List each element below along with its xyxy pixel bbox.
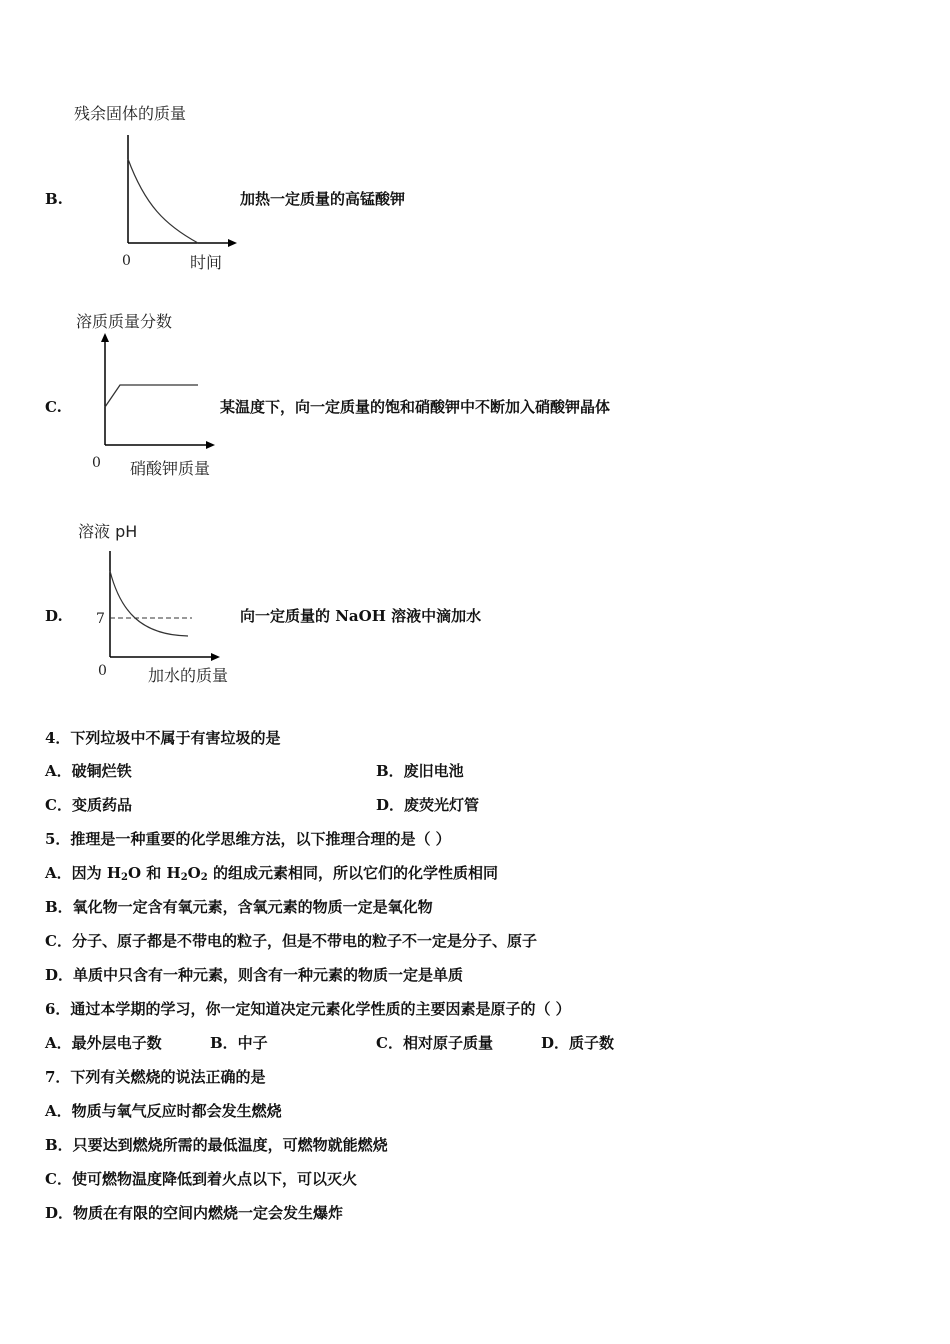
q4-option-a: A．破铜烂铁 [45,762,132,780]
q6-option-a: A．最外层电子数 [45,1034,162,1052]
graph-d-xlabel: 加水的质量 [148,666,229,685]
graph-c-xlabel: 硝酸钾质量 [130,459,211,478]
graph-c-x-arrow [206,441,215,449]
graph-d-ylabel: 溶液 pH [78,522,138,541]
graph-b-origin: 0 [122,253,131,269]
graph-d [60,515,260,695]
q7-option-c: C．使可燃物温度降低到着火点以下，可以灭火 [45,1170,357,1188]
graph-d-x-arrow [211,653,220,661]
graph-c-y-arrow [101,333,109,342]
graph-d-origin: 0 [98,663,107,679]
q5-option-a: A．因为 $H_2O$ 和 $H_2O_2$ 的组成元素相同，所以它们的化学性质相同 [45,864,498,883]
graph-c [60,305,260,485]
graph-d-curve [110,571,188,636]
graph-b [60,95,260,275]
graph-c-origin: 0 [92,455,101,471]
q6-stem: 6．通过本学期的学习，你一定知道决定元素化学性质的主要因素是原子的（ ） [45,1000,571,1018]
graph-b-xlabel: 时间 [190,253,223,272]
graph-d-ytick-7: 7 [96,611,105,627]
graph-c-ylabel: 溶质质量分数 [76,312,173,331]
option-b-label: B. [45,190,63,208]
option-d-label: D. [45,607,63,625]
graph-b-description: 加热一定质量的高锰酸钾 [240,190,406,208]
q4-stem: 4．下列垃圾中不属于有害垃圾的是 [45,729,281,747]
q4-option-d: D．废荧光灯管 [376,796,480,814]
q6-option-d: D．质子数 [541,1034,615,1052]
q5-option-b: B．氧化物一定含有氧元素，含氧元素的物质一定是氧化物 [45,898,433,916]
graph-c-description: 某温度下，向一定质量的饱和硝酸钾中不断加入硝酸钾晶体 [220,398,611,416]
graph-b-curve [128,159,198,243]
q4-option-c: C．变质药品 [45,796,132,814]
option-c-label: C. [45,398,62,416]
q5-stem: 5．推理是一种重要的化学思维方法，以下推理合理的是（ ） [45,830,451,848]
q6-option-b: B．中子 [210,1034,268,1052]
q5-option-d: D．单质中只含有一种元素，则含有一种元素的物质一定是单质 [45,966,464,984]
q7-stem: 7．下列有关燃烧的说法正确的是 [45,1068,266,1086]
graph-b-ylabel: 残余固体的质量 [74,104,187,123]
q7-option-b: B．只要达到燃烧所需的最低温度，可燃物就能燃烧 [45,1136,388,1154]
graph-c-line [105,385,198,407]
q7-option-a: A．物质与氧气反应时都会发生燃烧 [45,1102,282,1120]
graph-b-x-arrow [228,239,237,247]
q7-option-d: D．物质在有限的空间内燃烧一定会发生爆炸 [45,1204,344,1222]
q5-option-c: C．分子、原子都是不带电的粒子，但是不带电的粒子不一定是分子、原子 [45,932,537,950]
q6-option-c: C．相对原子质量 [376,1034,493,1052]
graph-d-description: 向一定质量的 NaOH 溶液中滴加水 [240,607,482,625]
q4-option-b: B．废旧电池 [376,762,464,780]
